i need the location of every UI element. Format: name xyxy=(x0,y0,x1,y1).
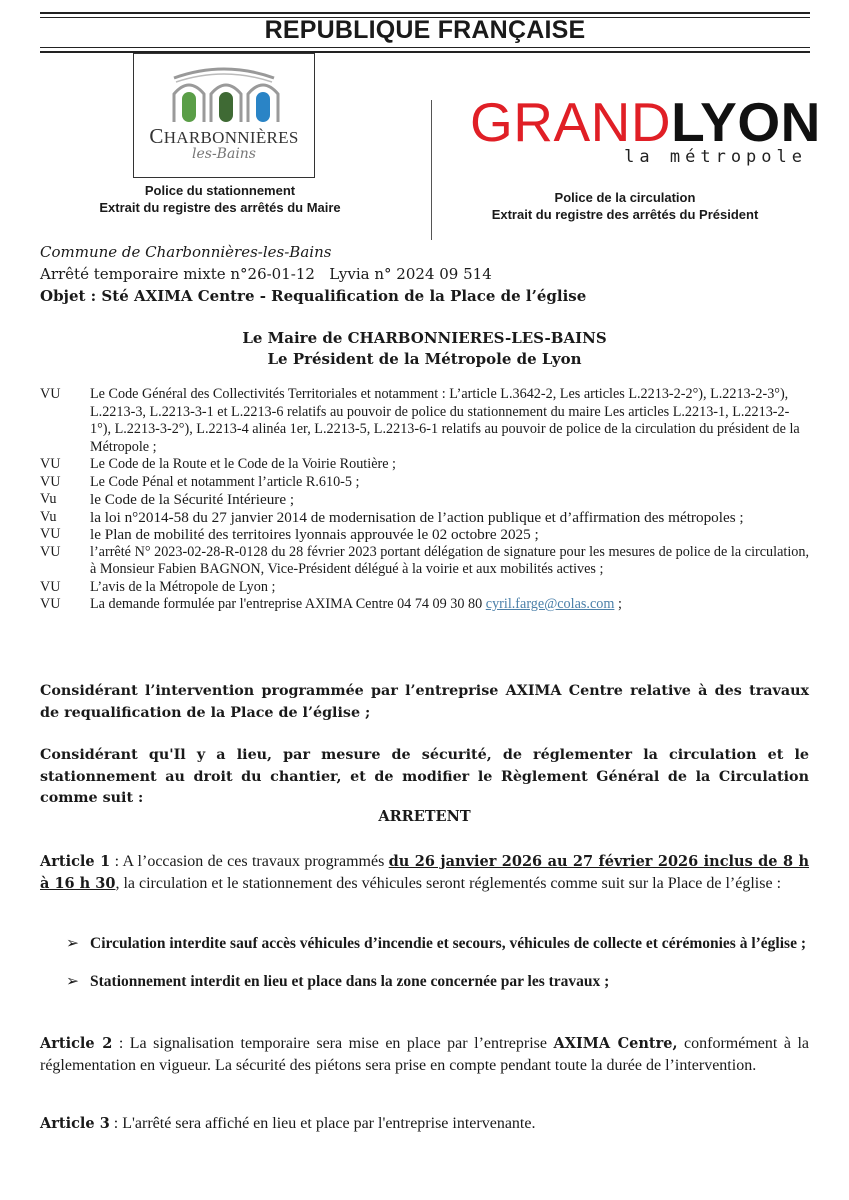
logo-name-rest: HARBONNIÈRES xyxy=(163,128,299,147)
commune-name: Commune de Charbonnières-les-Bains xyxy=(40,243,332,261)
considerant-intervention: Considérant l’intervention programmée par l’entreprise AXIMA Centre relative à des travaux de requalification de la Place de l’église ; xyxy=(40,683,809,721)
charbonnieres-logo-subtitle: les-Bains xyxy=(192,146,256,162)
article-1-intro: : A l’occasion de ces travaux programmés xyxy=(110,853,389,870)
article-1 xyxy=(40,851,809,895)
arch-blue xyxy=(256,92,270,122)
article-3 xyxy=(40,1113,809,1135)
measure-item xyxy=(40,971,809,992)
left-caption xyxy=(60,182,380,216)
charbonnieres-logo xyxy=(133,53,315,178)
measure-stationnement: Stationnement interdit en lieu et place dans la zone concernée par les travaux ; xyxy=(90,973,610,990)
grandlyon-grand: GRAND xyxy=(470,91,672,153)
right-caption-line1: Police de la circulation xyxy=(554,190,696,205)
article-1-measures xyxy=(40,933,809,1009)
republique-francaise-title: REPUBLIQUE FRANÇAISE xyxy=(264,16,586,44)
vu-item xyxy=(40,386,809,456)
vu-key: Vu xyxy=(40,508,57,525)
vu-item xyxy=(40,579,809,597)
vu-item xyxy=(40,509,809,527)
measure-item xyxy=(40,933,809,954)
arrow-bullet-icon: ➢ xyxy=(66,973,79,990)
authority-maire: Le Maire de CHARBONNIERES-LES-BAINS xyxy=(242,329,607,347)
vu-list xyxy=(40,386,809,614)
vu-key: VU xyxy=(40,526,61,542)
vu-key: VU xyxy=(40,596,61,612)
vu-item xyxy=(40,526,809,544)
contact-email-link[interactable]: cyril.farge@colas.com xyxy=(485,596,615,612)
vu-item xyxy=(40,596,809,614)
vu-text: le Plan de mobilité des territoires lyonnais approuvée le 02 octobre 2025 ; xyxy=(90,526,539,543)
article-3-label: Article 3 xyxy=(40,1115,110,1132)
article-1-label: Article 1 xyxy=(40,853,111,870)
vu-key: VU xyxy=(40,543,61,560)
arch-green-dark xyxy=(219,92,233,122)
vu-text: L’avis de la Métropole de Lyon ; xyxy=(90,578,276,595)
authority-block xyxy=(40,328,809,370)
measure-circulation: Circulation interdite sauf accès véhicules d’incendie et secours, véhicules de collecte et cérémonies à l’église ; xyxy=(90,935,806,952)
grandlyon-subtitle: la métropole xyxy=(624,147,807,167)
vu-key: VU xyxy=(40,473,61,490)
right-caption-line2: Extrait du registre des arrêtés du Président xyxy=(491,207,759,222)
grandlyon-wordmark xyxy=(470,92,821,152)
arch-green-light xyxy=(182,92,196,122)
vu-request-end: ; xyxy=(614,596,622,612)
article-3-text: : L'arrêté sera affiché en lieu et place par l'entreprise intervenante. xyxy=(109,1115,536,1132)
header-vertical-divider xyxy=(431,100,432,240)
arrete-objet: Objet : Sté AXIMA Centre - Requalification de la Place de l’église xyxy=(40,287,587,305)
vu-key: Vu xyxy=(40,491,57,507)
vu-item xyxy=(40,474,809,492)
vu-text: Le Code de la Route et le Code de la Voirie Routière ; xyxy=(90,456,396,472)
vu-key: VU xyxy=(40,578,61,595)
arretent-heading: ARRETENT xyxy=(378,808,471,825)
left-caption-line1: Police du stationnement xyxy=(144,183,296,198)
vu-key: VU xyxy=(40,456,61,472)
left-caption-line2: Extrait du registre des arrêtés du Maire xyxy=(99,200,341,215)
vu-text: Le Code Général des Collectivités Territoriales et notamment : L’article L.3642-2, Les articles L.2213-2-2°), L.2213-2-3°), L.2213-3, L.2213-3-1 et L.2213-6 relatifs au pouvoir de police du stationnement du maire Les articles L.2213-1, L.2213-2-1°), L.2213-3-2°), L.2213-4 alinéa 1er, L.2213-5, L.2213-6-1 relatifs au pouvoir de police de la circulation du président de la Métropole ; xyxy=(90,386,800,455)
vu-text xyxy=(90,596,809,614)
arrow-bullet-icon: ➢ xyxy=(66,935,79,952)
vu-text: l’arrêté N° 2023-02-28-R-0128 du 28 février 2023 portant délégation de signature pour les mesures de police de la circulation, à Monsieur Fabien BAGNON, Vice-Président délégué à la voirie et aux mobilités actives ; xyxy=(90,543,809,577)
vu-key: VU xyxy=(40,386,61,402)
vu-item xyxy=(40,456,809,474)
article-2-rest: conformément à la réglementation en vigueur. La sécurité des piétons sera prise en compte pendant toute la durée de l’intervention. xyxy=(40,1035,810,1074)
article-2 xyxy=(40,1033,809,1077)
vu-text: le Code de la Sécurité Intérieure ; xyxy=(90,491,295,508)
vu-item xyxy=(40,544,809,579)
authority-president: Le Président de la Métropole de Lyon xyxy=(267,350,582,368)
article-1-period: du 26 janvier 2026 au 27 février 2026 inclus de 8 h à 16 h 30 xyxy=(40,853,810,892)
grandlyon-logo xyxy=(470,91,821,172)
vu-request-text: La demande formulée par l'entreprise AXIMA Centre 04 74 09 30 80 xyxy=(90,596,486,612)
vu-text: Le Code Pénal et notamment l’article R.610-5 ; xyxy=(90,473,360,490)
considerant-securite: Considérant qu'Il y a lieu, par mesure de sécurité, de réglementer la circulation et le stationnement au droit du chantier, et de modifier le Règlement Général de la Circulation comme suit : xyxy=(40,747,809,806)
logo-initial: C xyxy=(149,124,164,148)
article-2-company: AXIMA Centre, xyxy=(553,1035,678,1052)
vu-item xyxy=(40,491,809,509)
arrete-number: Arrêté temporaire mixte n°26-01-12 Lyvia n° 2024 09 514 xyxy=(40,265,492,283)
grandlyon-lyon: LYON xyxy=(671,91,821,153)
article-1-rest: , la circulation et le stationnement des véhicules seront réglementés comme suit sur la Place de l’église : xyxy=(115,875,782,892)
article-2-intro: : La signalisation temporaire sera mise en place par l’entreprise xyxy=(112,1035,554,1052)
vu-text: la loi n°2014-58 du 27 janvier 2014 de modernisation de l’action publique et d’affirmation des métropoles ; xyxy=(90,508,744,526)
right-caption xyxy=(460,189,790,223)
article-2-label: Article 2 xyxy=(40,1035,113,1052)
